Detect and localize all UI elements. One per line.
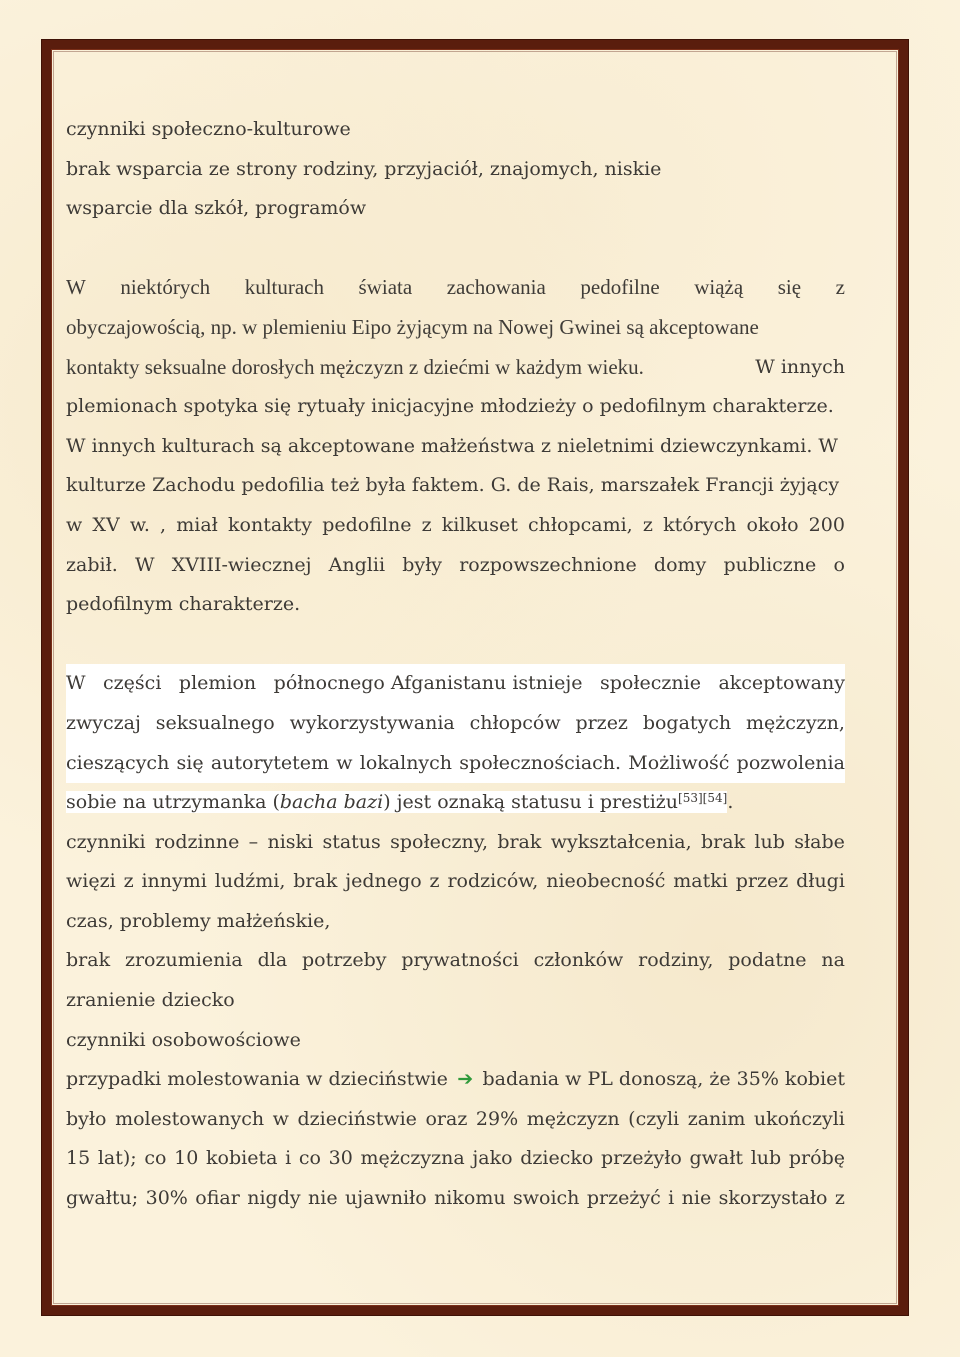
word: dziecko xyxy=(520,1147,594,1170)
word: W xyxy=(134,553,155,576)
word: pedofilne xyxy=(580,275,660,300)
word: publiczne xyxy=(723,553,817,576)
word: ujawniło xyxy=(345,1187,427,1210)
word: z xyxy=(429,870,440,893)
word: kulturach xyxy=(244,275,325,300)
italic-term: bacha bazi xyxy=(279,791,384,814)
word: były xyxy=(402,553,443,576)
word: w xyxy=(336,751,353,774)
text-line: czas, problemy małżeńskie, xyxy=(66,909,331,932)
word: zanim xyxy=(687,1107,746,1130)
word: matki xyxy=(673,870,728,893)
word: molestowanych xyxy=(115,1107,265,1130)
word: 30% xyxy=(145,1187,188,1210)
text-line: obyczajowością, np. w plemieniu Eipo żyjącym na Nowej Gwinei są akceptowane xyxy=(66,314,759,339)
word: lokalnych xyxy=(359,751,453,774)
word: (czyli xyxy=(628,1107,680,1130)
word: W xyxy=(66,672,86,695)
word: co xyxy=(144,1147,167,1170)
highlighted-line xyxy=(66,664,845,704)
word: północnego Afganistanu istnieje xyxy=(273,672,583,695)
word: zachowania xyxy=(446,275,546,300)
text-line-justified xyxy=(66,506,845,546)
word: mężczyzna xyxy=(360,1147,465,1170)
text-span: badania w PL donoszą, że 35% kobiet xyxy=(482,1068,845,1091)
text-span: . xyxy=(727,791,734,814)
word: z xyxy=(835,275,845,300)
word: więzi xyxy=(66,870,116,893)
word: chłopcami, xyxy=(527,513,633,536)
highlight-span xyxy=(66,791,727,813)
word: mężczyzn xyxy=(526,1107,620,1130)
word: 10 xyxy=(174,1147,199,1170)
word: brak xyxy=(701,830,746,853)
word: XVIII-wiecznej xyxy=(171,553,312,576)
word: seksualnego xyxy=(155,711,275,734)
word: przeżyło xyxy=(600,1147,682,1170)
word: zwyczaj xyxy=(66,711,141,734)
word: niski xyxy=(267,830,314,853)
word: których xyxy=(663,513,737,536)
word: ukończyli xyxy=(753,1107,845,1130)
word: co xyxy=(298,1147,321,1170)
text-line-justified xyxy=(66,823,845,863)
word: domy xyxy=(653,553,707,576)
word: pedofilne xyxy=(322,513,412,536)
word: było xyxy=(66,1107,107,1130)
word: akceptowany xyxy=(718,672,845,695)
text-span: ) jest oznaką statusu i prestiżu xyxy=(383,791,679,814)
word: przez xyxy=(575,711,628,734)
word: wykształcenia, xyxy=(550,830,692,853)
text-line-justified xyxy=(66,1139,845,1179)
text-line: czynniki społeczno-kulturowe xyxy=(66,118,351,140)
word: miał xyxy=(176,513,218,536)
word: wykorzystywania xyxy=(289,711,455,734)
text-line-justified xyxy=(66,546,845,586)
word: autorytetem xyxy=(210,751,330,774)
word: około xyxy=(746,513,799,536)
word: Możliwość xyxy=(628,751,730,774)
word: 29% xyxy=(475,1107,519,1130)
word: 30 xyxy=(328,1147,353,1170)
text-line-justified xyxy=(66,941,845,981)
word: słabe xyxy=(794,830,845,853)
word: status xyxy=(322,830,381,853)
word: nigdy xyxy=(247,1187,301,1210)
word: wiążą xyxy=(694,275,744,300)
word: bogatych xyxy=(642,711,732,734)
word: się xyxy=(176,751,204,774)
word: czynniki xyxy=(66,830,146,853)
word: chłopców xyxy=(469,711,561,734)
word: zrozumienia xyxy=(124,949,243,972)
word: plemion xyxy=(178,672,257,695)
word: rozpowszechnione xyxy=(459,553,637,576)
word: się xyxy=(777,275,802,300)
word: rodzinne xyxy=(154,830,240,853)
word: nie xyxy=(308,1187,338,1210)
highlighted-line-last xyxy=(66,783,845,823)
word: długi xyxy=(796,870,845,893)
word: brak xyxy=(293,870,338,893)
highlighted-line xyxy=(66,744,845,784)
text-line: zranienie dziecko xyxy=(66,989,235,1012)
word: gwałt xyxy=(689,1147,744,1170)
word: zabił. xyxy=(66,553,118,576)
word: rodziców, xyxy=(447,870,539,893)
word: nikomu xyxy=(434,1187,506,1210)
word: kobieta xyxy=(206,1147,278,1170)
text-line: plemionach spotyka się rytuały inicjacyjne młodzieży o pedofilnym charakterze. xyxy=(66,395,834,418)
word: rodziny, xyxy=(638,949,714,972)
word: Anglii xyxy=(328,553,386,576)
word: z xyxy=(421,513,432,536)
word: z xyxy=(123,870,134,893)
arrow-right-icon: ➔ xyxy=(457,1068,474,1091)
word: mężczyzn, xyxy=(746,711,845,734)
word: świata xyxy=(358,275,413,300)
word: w xyxy=(272,1107,289,1130)
word: dzieciństwie xyxy=(297,1107,417,1130)
word: na xyxy=(821,949,845,972)
word: i xyxy=(668,1187,675,1210)
word: brak xyxy=(497,830,542,853)
word: w xyxy=(66,513,83,536)
word: niektórych xyxy=(120,275,211,300)
text-line: brak wsparcia ze strony rodziny, przyjaciół, znajomych, niskie xyxy=(66,157,662,180)
word: społecznościach. xyxy=(459,751,622,774)
word: lat); xyxy=(97,1147,137,1170)
word: społeczny, xyxy=(390,830,488,853)
word: z xyxy=(642,513,653,536)
word: przeżyć xyxy=(586,1187,661,1210)
word: dla xyxy=(257,949,288,972)
word: w. xyxy=(129,513,150,536)
word: cieszących xyxy=(66,751,170,774)
text-span: przypadki molestowania w dzieciństwie xyxy=(66,1068,448,1091)
word: jako xyxy=(472,1147,513,1170)
word: swoich xyxy=(513,1187,580,1210)
word: 15 xyxy=(66,1147,91,1170)
citation-link[interactable]: [53][54] xyxy=(678,791,728,806)
text-line: czynniki osobowościowe xyxy=(66,1028,301,1051)
word: próbę xyxy=(788,1147,845,1170)
document-body xyxy=(66,110,845,1219)
word: społecznie xyxy=(599,672,701,695)
text-line: kulturze Zachodu pedofilia też była faktem. G. de Rais, marszałek Francji żyjący xyxy=(66,474,840,497)
word: ofiar xyxy=(195,1187,240,1210)
word: i xyxy=(285,1147,292,1170)
text-span: kontakty seksualne dorosłych mężczyzn z dziećmi w każdym wieku. xyxy=(66,354,644,379)
text-line-mixed xyxy=(66,348,845,388)
word: innymi xyxy=(141,870,207,893)
word: potrzeby xyxy=(302,949,387,972)
word: jednego xyxy=(345,870,422,893)
word: członków xyxy=(533,949,624,972)
word: – xyxy=(248,830,259,853)
text-line: wsparcie dla szkół, programów xyxy=(66,197,367,220)
text-line: W innych kulturach są akceptowane małżeństwa z nieletnimi dziewczynkami. W xyxy=(66,434,838,457)
word: nie xyxy=(681,1187,712,1210)
word: kilkuset xyxy=(441,513,518,536)
word: , xyxy=(160,513,167,536)
word: ludźmi, xyxy=(214,870,286,893)
text-line-justified xyxy=(66,268,845,308)
highlighted-line xyxy=(66,704,845,744)
word: o xyxy=(833,553,845,576)
text-line-justified xyxy=(66,1179,845,1219)
text-line: pedofilnym charakterze. xyxy=(66,593,301,616)
word: lub xyxy=(750,1147,782,1170)
word: pozwolenia xyxy=(736,751,845,774)
text-line-justified xyxy=(66,1100,845,1140)
word: podatne xyxy=(728,949,807,972)
text-span: sobie na utrzymanka ( xyxy=(66,791,280,814)
word: z xyxy=(834,1187,845,1210)
word: 200 xyxy=(808,513,845,536)
word: przez xyxy=(735,870,789,893)
word: XV xyxy=(92,513,120,536)
word: części xyxy=(103,672,162,695)
word: brak xyxy=(66,949,111,972)
word: oraz xyxy=(425,1107,468,1130)
word: gwałtu; xyxy=(66,1187,139,1210)
word: kontakty xyxy=(228,513,313,536)
text-line-mixed xyxy=(66,1060,845,1100)
word: prywatności xyxy=(401,949,519,972)
word: skorzystało xyxy=(718,1187,828,1210)
word: W xyxy=(66,275,86,300)
text-line-justified xyxy=(66,862,845,902)
text-span: W innych xyxy=(755,355,845,378)
word: lub xyxy=(754,830,785,853)
word: nieobecność xyxy=(546,870,666,893)
